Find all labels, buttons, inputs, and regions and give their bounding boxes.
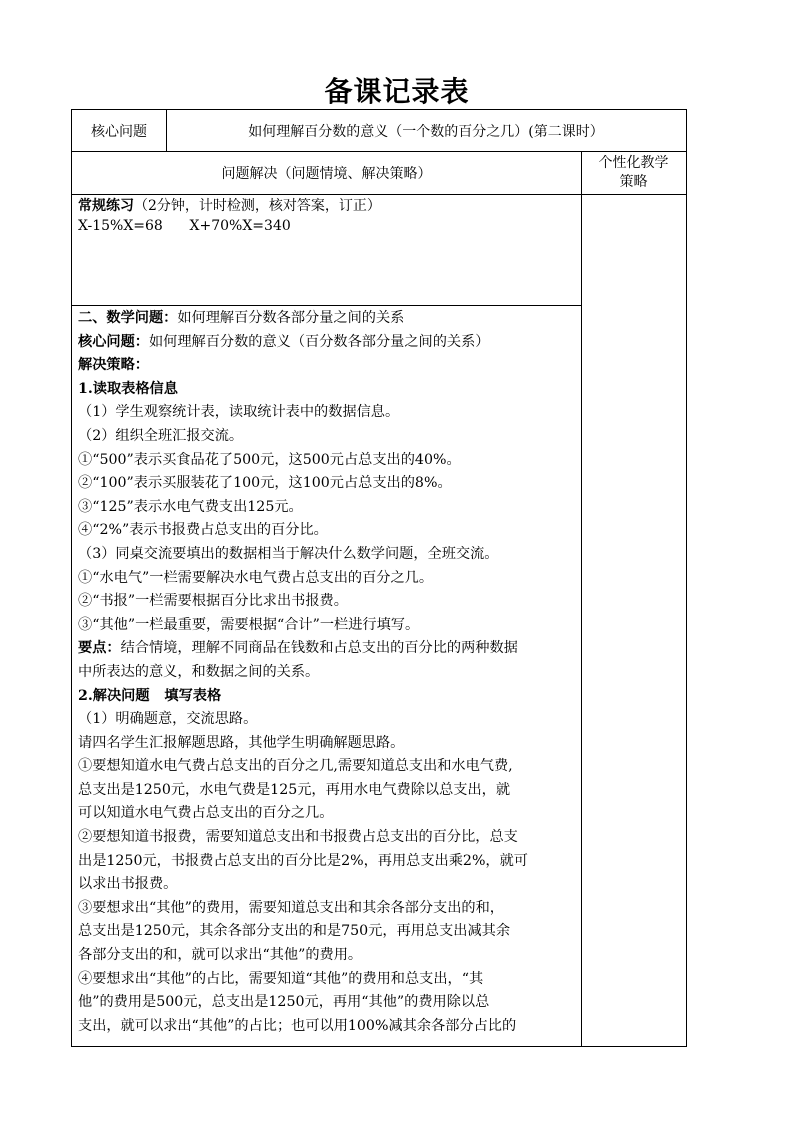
routine-label: 常规练习	[78, 198, 134, 214]
text-line: 支出，就可以求出“其他”的占比；也可以用100%减其余各部分占比的	[78, 1017, 517, 1034]
row-divider-subheader	[72, 194, 686, 195]
text-line: ②“书报”一栏需要根据百分比求出书报费。	[78, 593, 348, 610]
key-points-text: 结合情境，理解不同商品在钱数和占总支出的百分比的两种数据	[120, 640, 518, 657]
text-line: 各部分支出的和，就可以求出“其他”的费用。	[78, 947, 363, 964]
text-line: ①要想知道水电气费占总支出的百分之几,需要知道总支出和水电气费,	[78, 758, 513, 775]
text-line: 他”的费用是500元，总支出是1250元，再用“其他”的费用除以总	[78, 994, 490, 1011]
routine-practice-section	[78, 196, 578, 236]
key-points-label: 要点：	[78, 640, 121, 657]
core-question-label-body: 核心问题：	[78, 333, 149, 350]
math-question-label: 二、数学问题：	[78, 310, 178, 326]
text-line: （3）同桌交流要填出的数据相当于解决什么数学问题，全班交流。	[78, 545, 499, 562]
routine-equations: X-15%X=68 X+70%X=340	[78, 218, 291, 234]
core-question-label: 核心问题	[91, 123, 147, 140]
text-line: 以求出书报费。	[78, 876, 178, 893]
individual-strategy-heading	[581, 151, 686, 194]
col-divider-indiv	[581, 151, 582, 1046]
text-line: 出是1250元，书报费占总支出的百分比是2%，再用总支出乘2%，就可	[78, 852, 528, 869]
strategy-label: 解决策略：	[78, 357, 149, 374]
problem-solving-heading: 问题解决（问题情境、解决策略）	[221, 165, 432, 182]
text-line: （1）学生观察统计表，读取统计表中的数据信息。	[78, 404, 400, 421]
text-line: 总支出是1250元，其余各部分支出的和是750元，再用总支出减其余	[78, 923, 511, 940]
page-title: 备课记录表	[324, 75, 470, 108]
math-question-text: 如何理解百分数各部分量之间的关系	[177, 310, 405, 326]
step1-title: 1.读取表格信息	[78, 380, 178, 397]
text-line: （1）明确题意，交流思路。	[78, 711, 258, 728]
text-line: 中所表达的意义，和数据之间的关系。	[78, 663, 320, 680]
text-line: 请四名学生汇报解题思路，其他学生明确解题思路。	[78, 734, 405, 751]
text-line: ①“500”表示买食品花了500元，这500元占总支出的40%。	[78, 451, 461, 468]
text-line: 可以知道水电气费占总支出的百分之几。	[78, 805, 334, 822]
text-line: ①“水电气”一栏需要解决水电气费占总支出的百分之几。	[78, 569, 434, 586]
text-line: （2）组织全班汇报交流。	[78, 427, 244, 444]
row-divider-routine	[72, 305, 581, 306]
routine-note: （2分钟，计时检测，核对答案，订正）	[134, 198, 381, 214]
individual-strategy-heading-line1: 个性化教学	[598, 154, 669, 171]
text-line: ②“100”表示买服装花了100元，这100元占总支出的8%。	[78, 475, 452, 492]
text-line: ③“其他”一栏最重要，需要根据“合计”一栏进行填写。	[78, 616, 420, 633]
text-line: ③要想求出“其他”的费用，需要知道总支出和其余各部分支出的和，	[78, 899, 504, 916]
text-line: ②要想知道书报费，需要知道总支出和书报费占总支出的百分比，总支	[78, 829, 518, 846]
core-question-topic: 如何理解百分数的意义（一个数的百分之几）(第二课时）	[248, 123, 604, 140]
lesson-record-table	[71, 109, 687, 1047]
individual-strategy-heading-line2: 策略	[619, 173, 648, 190]
text-line: ③“125”表示水电气费支出125元。	[78, 498, 303, 515]
text-line: ④“2%”表示书报费占总支出的百分比。	[78, 522, 328, 539]
text-line: ④要想求出“其他”的占比，需要知道“其他”的费用和总支出，“其	[78, 970, 484, 987]
core-question-text-body: 如何理解百分数的意义（百分数各部分量之间的关系）	[148, 333, 490, 350]
text-line: 总支出是1250元，水电气费是125元，再用水电气费除以总支出，就	[78, 781, 511, 798]
lesson-body	[78, 307, 578, 1038]
step2-title: 2.解决问题 填写表格	[78, 687, 222, 704]
